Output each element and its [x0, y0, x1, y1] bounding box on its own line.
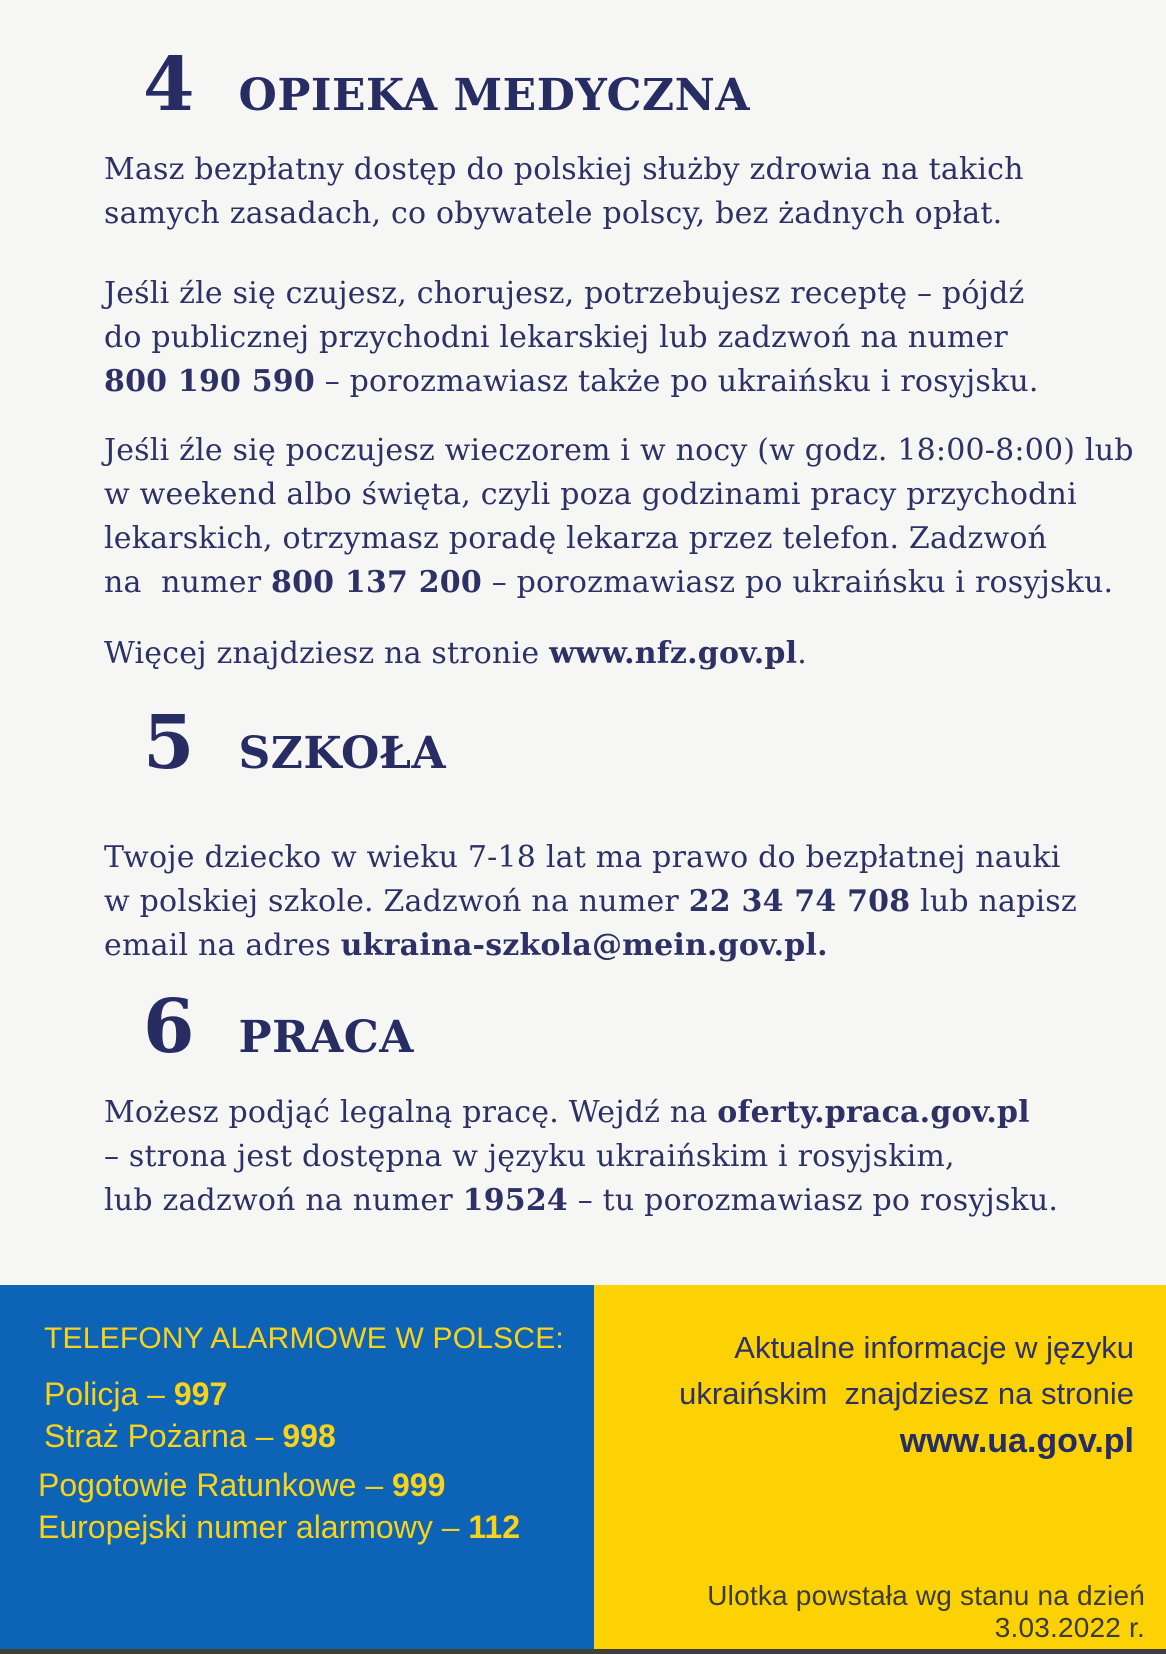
- emergency-item: [44, 1373, 584, 1415]
- section-title: PRACA: [238, 1012, 414, 1063]
- section-heading: [143, 984, 414, 1070]
- paragraph: [104, 1091, 1162, 1223]
- text-run: Jeśli źle się poczujesz wieczorem i w nocy (w godz. 18:00-8:00) lub: [104, 433, 1134, 468]
- text-run: Możesz podjąć legalną pracę. Wejdź na: [104, 1095, 718, 1130]
- section-number: 4: [143, 42, 195, 128]
- text-run: na numer: [104, 565, 271, 600]
- text-run: – tu porozmawiasz po rosyjsku.: [568, 1183, 1059, 1218]
- text-run: lekarskich, otrzymasz poradę lekarza przez telefon. Zadzwoń: [104, 521, 1048, 556]
- emergency-phones-panel: [0, 1285, 594, 1654]
- text-run: w weekend albo święta, czyli poza godzinami pracy przychodni: [104, 477, 1077, 512]
- info-panel: [594, 1285, 1166, 1654]
- phone-number: 800 137 200: [271, 565, 482, 600]
- phone-number: 800 190 590: [104, 364, 315, 399]
- paragraph: [104, 272, 1162, 404]
- emergency-service-label: Policja –: [44, 1376, 174, 1412]
- emergency-phone-number: 112: [468, 1509, 521, 1545]
- emergency-phone-number: 999: [392, 1467, 446, 1503]
- text-run: w polskiej szkole. Zadzwoń na numer: [104, 884, 689, 919]
- info-line: Aktualne informacje w języku: [734, 1330, 1134, 1365]
- text-run: Twoje dziecko w wieku 7-18 lat ma prawo do bezpłatnej nauki: [104, 840, 1061, 875]
- page-bottom-edge: [0, 1649, 1166, 1654]
- section-title: OPIEKA MEDYCZNA: [238, 70, 750, 121]
- text-run: Masz bezpłatny dostęp do polskiej służby zdrowia na takich: [104, 152, 1024, 187]
- phone-number: 22 34 74 708: [688, 884, 911, 919]
- date-note: Ulotka powstała wg stanu na dzień 3.03.2022 r.: [707, 1580, 1145, 1643]
- section-heading: [143, 42, 750, 128]
- info-line: ukraińskim znajdziesz na stronie: [679, 1376, 1134, 1411]
- paragraph: [104, 429, 1162, 605]
- text-run: do publicznej przychodni lekarskiej lub zadzwoń na numer: [104, 320, 1008, 355]
- emergency-service-label: Europejski numer alarmowy –: [38, 1509, 469, 1545]
- text-run: lub napisz: [910, 884, 1077, 919]
- section-heading: [143, 700, 447, 786]
- text-run: .: [797, 636, 807, 671]
- text-run: – strona jest dostępna w języku ukraińskim i rosyjskim,: [104, 1139, 955, 1174]
- paragraph: [104, 632, 1162, 676]
- emergency-list: [38, 1373, 584, 1548]
- emergency-heading: TELEFONY ALARMOWE W POLSCE:: [44, 1322, 564, 1355]
- school-email-link[interactable]: ukraina-szkola@mein.gov.pl.: [340, 928, 828, 963]
- footer: [0, 1285, 1166, 1654]
- text-run: email na adres: [104, 928, 341, 963]
- job-offers-website-link[interactable]: oferty.praca.gov.pl: [717, 1095, 1030, 1130]
- text-run: – porozmawiasz po ukraińsku i rosyjsku.: [481, 565, 1114, 600]
- ua-gov-website-link[interactable]: www.ua.gov.pl: [899, 1422, 1134, 1460]
- text-run: Więcej znajdziesz na stronie: [104, 636, 550, 671]
- phone-number: 19524: [462, 1183, 568, 1218]
- emergency-item: [44, 1415, 584, 1457]
- text-run: samych zasadach, co obywatele polscy, bez żadnych opłat.: [104, 196, 1003, 231]
- paragraph: [104, 148, 1162, 236]
- section-title: SZKOŁA: [238, 728, 447, 779]
- section-number: 6: [143, 984, 195, 1070]
- emergency-item: [38, 1464, 584, 1506]
- text-run: – porozmawiasz także po ukraińsku i rosyjsku.: [314, 364, 1039, 399]
- text-run: lub zadzwoń na numer: [104, 1183, 463, 1218]
- section-number: 5: [143, 700, 195, 786]
- nfz-website-link[interactable]: www.nfz.gov.pl: [549, 636, 798, 671]
- emergency-service-label: Straż Pożarna –: [44, 1418, 283, 1454]
- emergency-item: [38, 1506, 584, 1548]
- emergency-phone-number: 998: [282, 1418, 336, 1454]
- emergency-service-label: Pogotowie Ratunkowe –: [38, 1467, 392, 1503]
- text-run: Jeśli źle się czujesz, chorujesz, potrzebujesz receptę – pójdź: [104, 276, 1025, 311]
- paragraph: [104, 836, 1162, 968]
- emergency-phone-number: 997: [173, 1376, 228, 1412]
